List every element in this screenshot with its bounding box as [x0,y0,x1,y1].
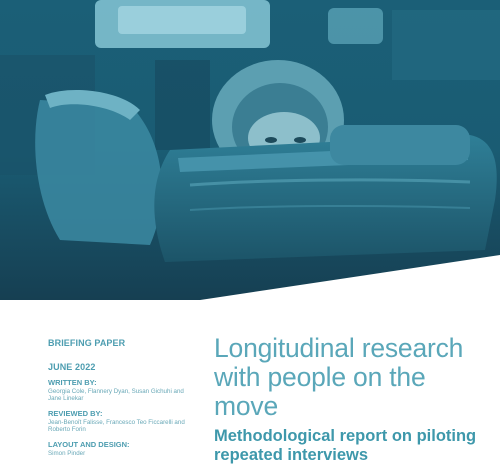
layout-block [48,440,198,457]
reviewed-by-block [48,409,198,434]
credits-column [48,338,198,457]
written-by-block [48,378,198,403]
report-title: Longitudinal research with people on the move [214,333,464,421]
title-block [214,334,494,465]
written-by-names: Georgia Cole, Flannery Dyan, Susan Gichuhi and Jane Linekar [48,388,184,403]
reviewed-by-names: Jean-Benoît Falisse, Francesco Teo Ficcarelli and Roberto Forin [48,418,185,434]
publication-date: JUNE 2022 [48,362,96,372]
layout-label: LAYOUT AND DESIGN: [48,439,130,449]
report-subtitle: Methodological report on piloting repeated interviews [214,427,477,464]
reviewed-by-label: REVIEWED BY: [48,408,103,418]
written-by-label: WRITTEN BY: [48,378,97,387]
layout-names: Simon Pinder [48,449,86,457]
document-type: BRIEFING PAPER [48,338,126,348]
